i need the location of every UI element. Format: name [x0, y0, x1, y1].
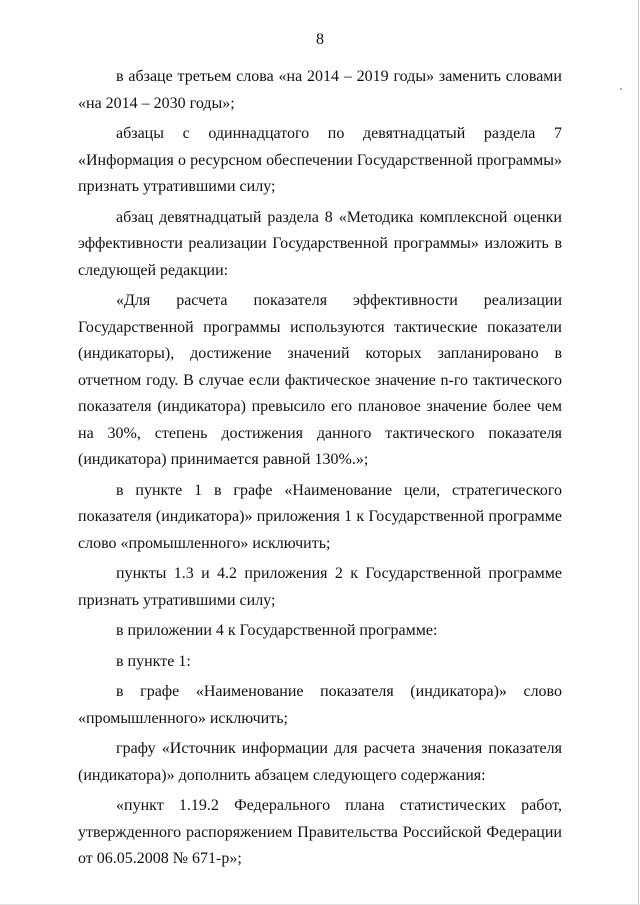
paragraph-10: графу «Источник информации для расчета значения показателя (индикатора)» дополнить абзацем следующего содержания:: [78, 740, 562, 784]
paragraph-3: абзац девятнадцатый раздела 8 «Методика комплексной оценки эффективности реализации Государственной программы» изложить в следующей редакции:: [78, 208, 562, 279]
scan-speck: [620, 88, 622, 90]
paragraph-7: в приложении 4 к Государственной программе:: [116, 622, 438, 639]
paragraph-9: в графе «Наименование показателя (индикатора)» слово «промышленного» исключить;: [78, 683, 562, 727]
paragraph-5: в пункте 1 в графе «Наименование цели, стратегического показателя (индикатора)» приложения 1 к Государственной программе слово «промышленного» исключить;: [78, 481, 562, 552]
paragraph-4: «Для расчета показателя эффективности реализации Государственной программы используются тактические показатели (индикаторы), достижение значений которых запланировано в отчетном году. В случае если фактическое значение n-го тактического показателя (индикатора) превысило его плановое значение более чем на 30%, степень достижения данного тактического показателя (индикатора) принимается равной 130%.»;: [78, 292, 562, 468]
paragraph-1: в абзаце третьем слова «на 2014 – 2019 годы» заменить словами «на 2014 – 2030 годы»;: [78, 68, 562, 112]
paragraph-11: «пункт 1.19.2 Федерального плана статистических работ, утвержденного распоряжением Правительства Российской Федерации от 06.05.2008 № 671-р»;: [78, 797, 562, 867]
page-right-edge: [638, 0, 639, 905]
page-number: 8: [316, 31, 324, 48]
document-body: [78, 64, 562, 877]
paragraph-6: пункты 1.3 и 4.2 приложения 2 к Государственной программе признать утратившими силу;: [78, 565, 562, 609]
paragraph-8: в пункте 1:: [116, 652, 191, 670]
paragraph-2: абзацы с одиннадцатого по девятнадцатый раздела 7 «Информация о ресурсном обеспечении Государственной программы» признать утратившими силу;: [78, 125, 562, 195]
